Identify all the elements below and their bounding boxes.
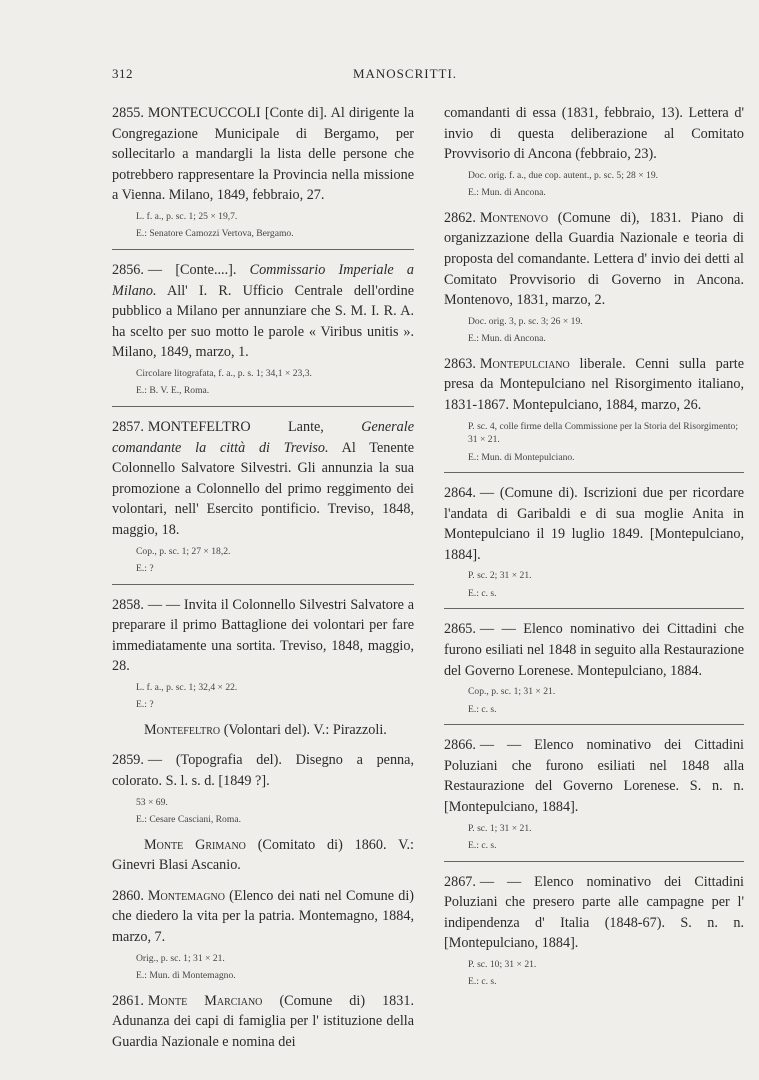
entry-text: (Elenco dei nati nel Comune di) che diedero la vita per la patria. Montemagno, 1884, marzo, 7.	[112, 887, 414, 946]
entry-text: liberale. Cenni sulla parte presa da Montepulciano nel Risorgimento italiano, 1831-1867. Montepulciano, 1884, marzo, 26.	[444, 355, 744, 413]
entry-meta: Cop., p. sc. 1; 27 × 18,2.	[136, 545, 231, 557]
entry-meta: Cop., p. sc. 1; 31 × 21.	[468, 686, 556, 698]
entry-2855	[112, 103, 414, 250]
xref-text: (Volontari del). V.: Pirazzoli.	[223, 721, 387, 738]
entry-text: (Comune di) 1831. Adunanza dei capi di famiglia per l' istituzione della Guardia Nazionale e nomina dei	[112, 992, 415, 1050]
entry-text: — (Comune di). Iscrizioni due per ricordare l'andata di Garibaldi e di sua moglie Anita in Montepulciano il 19 luglio 1849. [Montepulciano, 1884].	[444, 485, 744, 563]
entry-2862	[444, 208, 744, 354]
entry-meta: Orig., p. sc. 1; 31 × 21.	[136, 952, 225, 964]
entry-number: 2863.	[444, 355, 476, 372]
entry-source: E.: ?	[136, 699, 154, 711]
entry-source: E.: c. s.	[468, 703, 497, 715]
entry-text: — — Elenco nominativo dei Cittadini che furono esiliati nel 1848 in seguito alla Restaurazione del Governo Lorenese. Montepulciano, 1884.	[444, 621, 744, 679]
page-header	[112, 66, 698, 86]
entry-source: E.: c. s.	[468, 840, 497, 852]
entry-2861-continued	[444, 103, 744, 208]
left-column	[112, 103, 414, 1060]
entry-source: E.: ?	[136, 563, 154, 574]
entry-meta: Doc. orig. f. a., due cop. autent., p. sc. 5; 28 × 19.	[468, 169, 659, 181]
entry-number: 2855.	[112, 105, 144, 121]
cross-reference-montefeltro	[112, 720, 414, 751]
entry-source: E.: Senatore Camozzi Vertova, Bergamo.	[136, 228, 294, 240]
entry-text: Al Tenente Colonnello Salvatore Silvestri. Gli annunzia la sua promozione a Colonnello del primo reggimento dei volontari, nell' Esercito pontificio. Treviso, 1848, maggio, 18.	[112, 439, 415, 538]
entry-meta: Doc. orig. 3, p. sc. 3; 26 × 19.	[468, 315, 583, 327]
entry-2856	[112, 260, 414, 407]
entry-number: 2866.	[444, 737, 476, 754]
right-column	[444, 103, 744, 997]
entry-2863	[444, 354, 744, 473]
entry-text: (Comune di), 1831. Piano di organizzazione della Guardia Nazionale e teoria di proposta del comandante. Lettera d' invio dei detti al Comitato Provvisorio di Governo in Ancona. Montenovo, 1831, marzo, 2.	[444, 209, 744, 309]
entry-2859	[112, 750, 414, 834]
entry-2866	[444, 735, 744, 861]
entry-2858	[112, 595, 414, 720]
entry-meta: P. sc. 1; 31 × 21.	[468, 822, 532, 834]
entry-2861	[112, 991, 414, 1061]
entry-2857	[112, 417, 414, 585]
entry-title-italic: Generale comandante la città di Treviso.	[112, 418, 415, 456]
entry-number: 2859.	[112, 752, 144, 769]
entry-2867	[444, 872, 744, 997]
running-title: MANOSCRITTI.	[352, 66, 458, 81]
xref-heading: Monte Grimano	[144, 836, 246, 853]
entry-2860	[112, 886, 414, 991]
entry-text-lead: MONTEFELTRO Lante,	[147, 418, 324, 435]
entry-number: 2864.	[444, 485, 476, 502]
entry-heading: Montemagno	[147, 887, 225, 904]
entry-meta: Circolare litografata, f. a., p. s. 1; 34,1 × 23,3.	[136, 367, 312, 379]
entry-number: 2857.	[112, 418, 144, 435]
entry-source: E.: Mun. di Montepulciano.	[468, 451, 575, 463]
entry-meta: L. f. a., p. sc. 1; 25 × 19,7.	[136, 210, 238, 222]
entry-meta: P. sc. 2; 31 × 21.	[468, 570, 532, 582]
entry-text: — — Elenco nominativo dei Cittadini Poluziani che furono esiliati nel 1848 alla Restaurazione del Governo Lorenese. S. n. n. [Montepulciano, 1884].	[444, 737, 744, 815]
cross-reference-monte-grimano	[112, 835, 414, 886]
entry-source: E.: Mun. di Montemagno.	[136, 970, 236, 982]
entry-text: comandanti di essa (1831, febbraio, 13). Lettera d' invio di questa deliberazione al Comitato Provvisorio di Ancona (febbraio, 23).	[444, 105, 744, 163]
entry-source: E.: Mun. di Ancona.	[468, 187, 546, 199]
entry-meta: P. sc. 10; 31 × 21.	[468, 958, 537, 970]
entry-number: 2860.	[112, 887, 144, 904]
xref-text: (Comitato di) 1860. V.: Ginevri Blasi Ascanio.	[112, 836, 414, 874]
entry-heading: Montenovo	[479, 209, 549, 226]
entry-text: MONTECUCCOLI [Conte di]. Al dirigente la Congregazione Municipale di Bergamo, per sollecitarlo a mandargli la lista delle persone che potrebbero rappresentare la Provincia nella missione a Vienna. Milano, 1849, febbraio, 27.	[112, 105, 414, 204]
entry-number: 2867.	[444, 873, 476, 890]
entry-source: E.: Mun. di Ancona.	[468, 333, 546, 345]
entry-text: — (Topografia del). Disegno a penna, colorato. S. l. s. d. [1849 ?].	[112, 752, 414, 790]
entry-number: 2858.	[112, 596, 144, 613]
xref-heading: Montefeltro	[144, 721, 221, 738]
entry-title-italic: Commissario Imperiale a Milano.	[112, 261, 414, 299]
entry-meta: L. f. a., p. sc. 1; 32,4 × 22.	[136, 681, 238, 693]
entry-source: E.: c. s.	[468, 976, 497, 988]
entry-number: 2862.	[444, 209, 476, 226]
entry-text-lead: — [Conte....].	[147, 261, 237, 278]
page-number: 312	[112, 66, 133, 81]
entry-heading: Montepulciano	[479, 355, 570, 372]
entry-text: — — Invita il Colonnello Silvestri Salvatore a preparare il primo Battaglione dei volontari per fare immediatamente una sortita. Treviso, 1848, maggio, 28.	[112, 596, 414, 675]
entry-meta: P. sc. 4, colle firme della Commissione per la Storia del Risorgimento; 31 × 21.	[468, 420, 739, 446]
entry-source: E.: B. V. E., Roma.	[136, 385, 210, 397]
entry-2864	[444, 483, 744, 609]
entry-text: All' I. R. Ufficio Centrale dell'ordine pubblico a Milano per annunziare che S. M. I. R. A. ha scelto per suo motto le parole « Viribus unitis ». Milano, 1849, marzo, 1.	[112, 282, 415, 361]
entry-number: 2865.	[444, 621, 476, 638]
entry-source: E.: Cesare Casciani, Roma.	[136, 814, 241, 826]
entry-2865	[444, 619, 744, 725]
entry-heading: Monte Marciano	[147, 992, 263, 1009]
entry-text: — — Elenco nominativo dei Cittadini Poluziani che presero parte alle campagne per l' indipendenza d' Italia (1848-67). S. n. n. [Montepulciano, 1884].	[444, 873, 744, 952]
entry-meta: 53 × 69.	[136, 796, 168, 808]
entry-number: 2856.	[112, 261, 144, 278]
entry-number: 2861.	[112, 992, 144, 1009]
entry-source: E.: c. s.	[468, 587, 497, 599]
